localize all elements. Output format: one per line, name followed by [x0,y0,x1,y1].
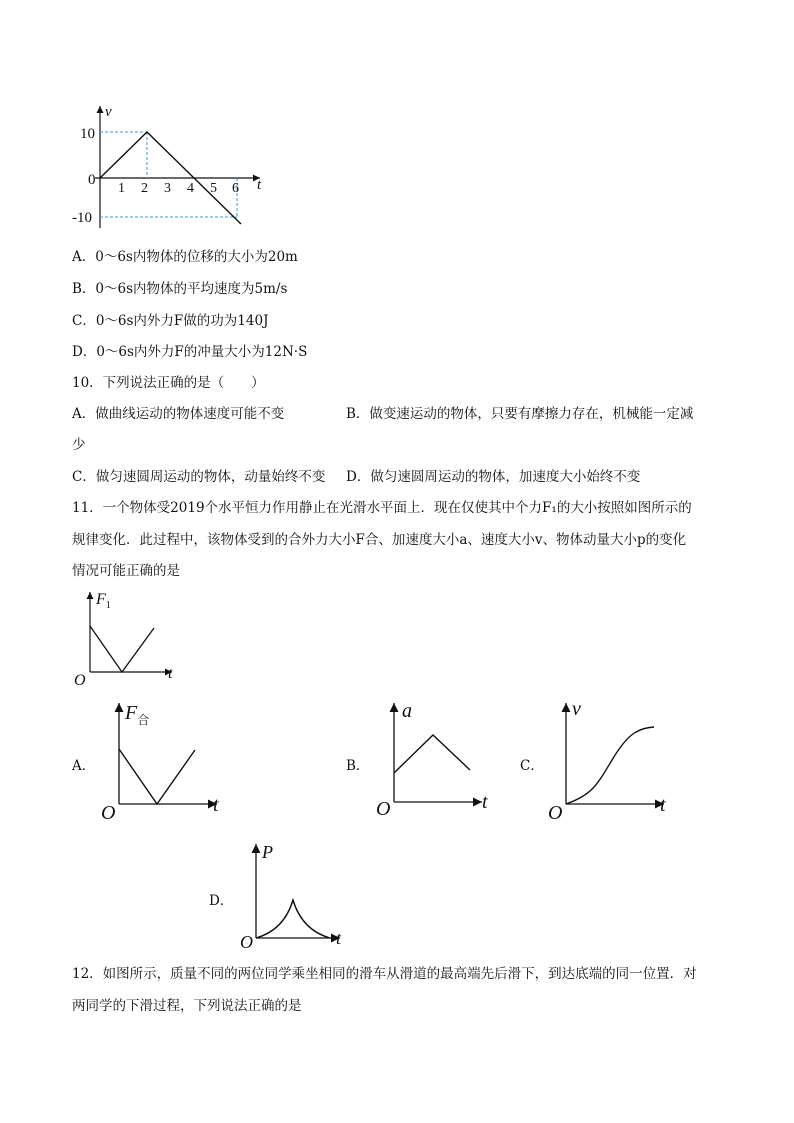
graph-c [542,695,682,825]
graph-a-y-label: $F_合$ [125,702,150,727]
q11-option-a-label: A． [72,758,96,774]
q11-line-2: 规律变化．此过程中，该物体受到的合外力大小F合、加速度大小a、速度大小v、物体动量大小p的变化 [72,532,687,548]
vt-ytick-0: 0 [88,172,96,188]
graph-d-curve [256,900,330,938]
graph-d-x-label: t [336,928,342,948]
q11-option-b-label: B． [346,758,370,774]
q11-option-c-label: C． [520,758,544,774]
q11-option-d-label: D． [209,893,234,909]
graph-a-x-label: t [213,794,219,816]
graph-b-x-label: t [482,791,488,813]
q11-line-1: 11．一个物体受2019个水平恒力作用静止在光滑水平面上．现在仅使其中个力F₁的大小按照如图所示的 [72,500,692,516]
graph-d-origin: O [240,932,253,952]
q11-line-3: 情况可能正确的是 [72,563,180,579]
graph-a-curve [119,749,195,804]
q9-option-c: C．0～6s内外力F做的功为140J [72,313,269,329]
graph-c-curve [566,727,654,804]
q10-option-d: D．做匀速圆周运动的物体，加速度大小始终不变 [346,469,641,485]
vt-xtick-3: 3 [164,181,171,196]
q9-option-d: D．0～6s内外力F的冲量大小为12N·S [72,344,308,360]
f1-y-sub: 1 [105,600,111,611]
graph-a-origin: O [101,802,116,824]
vt-xtick-2: 2 [141,181,148,196]
vt-xtick-1: 1 [118,181,125,196]
q9-option-a: A．0～6s内物体的位移的大小为20m [72,249,298,265]
q10-option-a: A．做曲线运动的物体速度可能不变 [72,406,285,422]
f1-origin: O [74,672,86,689]
q10-option-b: B．做变速运动的物体，只要有摩擦力存在，机械能一定减 [346,406,694,422]
vt-graph [72,100,280,240]
graph-d-y-label: P [262,842,273,862]
graph-d [236,838,356,952]
vt-ytick-10: 10 [80,126,95,142]
q10-stem: 10．下列说法正确的是（ ） [72,375,265,391]
q10-option-c: C．做匀速圆周运动的物体，动量始终不变 [72,469,326,485]
graph-a-y-sub: 合 [137,713,150,727]
f1-x-label: t [168,665,173,682]
graph-b-origin: O [376,798,391,820]
vt-y-label: v [105,104,112,120]
f1-y-label: $F_1$ [96,591,111,611]
q12-line-2: 两同学的下滑过程，下列说法正确的是 [72,998,302,1014]
q9-option-b: B．0～6s内物体的平均速度为5m/s [72,281,288,297]
f1-curve [90,626,154,672]
graph-b-y-label: a [402,700,412,722]
graph-b-curve [394,735,470,773]
vt-ytick-neg10: -10 [72,210,92,226]
graph-c-x-label: t [660,794,666,816]
vt-xtick-4: 4 [187,181,194,196]
q10-option-b-cont: 少 [72,437,86,453]
graph-a [95,695,235,825]
q12-line-1: 12．如图所示，质量不同的两位同学乘坐相同的滑车从滑道的最高端先后滑下，到达底端的同一位置．对 [72,966,697,982]
vt-x-label: t [257,177,262,193]
graph-c-y-label: v [572,698,581,720]
vt-xtick-6: 6 [232,181,239,196]
vt-xtick-5: 5 [210,181,217,196]
f1-graph [72,588,192,688]
graph-c-origin: O [548,802,563,824]
graph-b [370,695,500,825]
